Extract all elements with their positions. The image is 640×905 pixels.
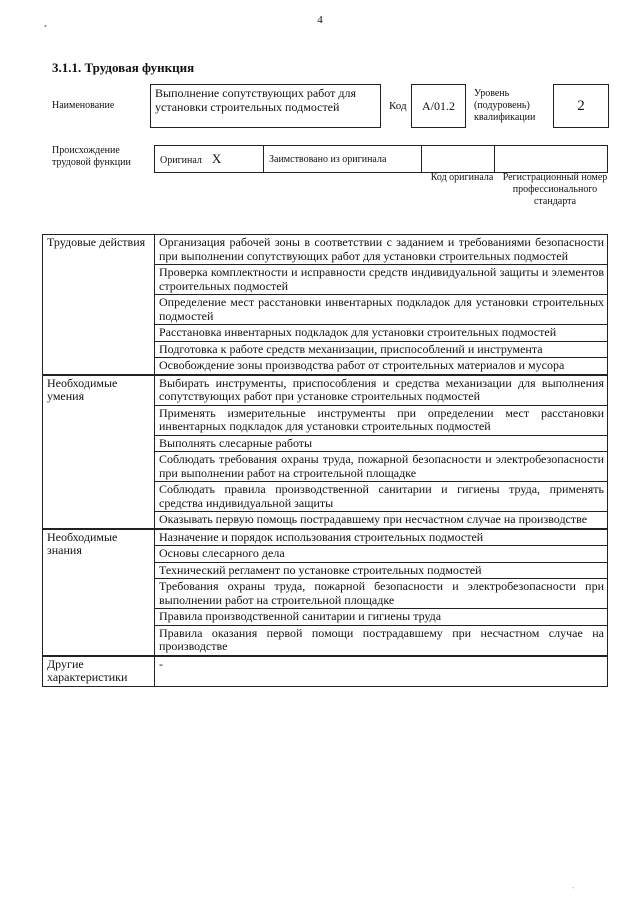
item-cell: Назначение и порядок использования строительных подмостей bbox=[155, 529, 608, 546]
code-box bbox=[411, 84, 466, 128]
origin-table bbox=[154, 145, 608, 173]
margin-mark-bottom: ` bbox=[572, 886, 575, 895]
item-cell: Правила оказания первой помощи пострадавшему при несчастном случае на производстве bbox=[155, 625, 608, 656]
origin-mark: X bbox=[211, 151, 222, 166]
name-label: Наименование bbox=[52, 100, 115, 111]
item-cell: Выбирать инструменты, приспособления и средства механизации для выполнения сопутствующих работ при установке строительных подмостей bbox=[155, 375, 608, 406]
item-cell: Требования охраны труда, пожарной безопасности и электробезопасности при выполнении работ на строительной площадке bbox=[155, 579, 608, 609]
code-original-caption: Код оригинала bbox=[430, 172, 494, 183]
section-heading: 3.1.1. Трудовая функция bbox=[52, 60, 195, 75]
item-cell: Расстановка инвентарных подкладок для установки строительных подмостей bbox=[155, 325, 608, 342]
level-box bbox=[553, 84, 609, 128]
item-cell: Организация рабочей зоны в соответствии с заданием и требованиями безопасности при выполнении сопутствующих работ для установки строительных подмостей bbox=[155, 235, 608, 265]
page-number: 4 bbox=[317, 14, 323, 26]
table-row bbox=[43, 529, 608, 546]
origin-label: Происхождение трудовой функции bbox=[52, 145, 131, 168]
function-table bbox=[42, 234, 608, 687]
code-value: А/01.2 bbox=[422, 98, 455, 113]
category-cell: Необходимые умения bbox=[43, 375, 155, 529]
level-label: Уровень (подуровень) квалификации bbox=[474, 88, 536, 123]
item-cell: Применять измерительные инструменты при определении мест расстановки инвентарных подкладок для установки строительных подмостей bbox=[155, 405, 608, 435]
code-label: Код bbox=[389, 100, 407, 112]
level-value: 2 bbox=[577, 97, 585, 114]
margin-mark-top: • bbox=[44, 22, 47, 31]
category-cell: Другие характеристики bbox=[43, 656, 155, 687]
item-cell: Технический регламент по установке строительных подмостей bbox=[155, 562, 608, 579]
item-cell: Оказывать первую помощь пострадавшему при несчастном случае на производстве bbox=[155, 512, 608, 529]
item-cell: Основы слесарного дела bbox=[155, 546, 608, 563]
table-row bbox=[43, 235, 608, 265]
origin-reg-cell bbox=[495, 146, 608, 173]
item-cell: Освобождение зоны производства работ от строительных материалов и мусора bbox=[155, 358, 608, 375]
item-cell: Проверка комплектности и исправности средств индивидуальной защиты и элементов строительных подмостей bbox=[155, 265, 608, 295]
item-cell: Соблюдать правила производственной санитарии и гигиены труда, применять средства индивидуальной защиты bbox=[155, 482, 608, 512]
item-cell: Подготовка к работе средств механизации, приспособлений и инструмента bbox=[155, 341, 608, 358]
origin-original-label: Оригинал bbox=[160, 155, 202, 166]
item-cell: - bbox=[155, 656, 608, 687]
origin-borrowed-cell: Заимствовано из оригинала bbox=[264, 146, 422, 173]
item-cell: Правила производственной санитарии и гигиены труда bbox=[155, 609, 608, 626]
table-row bbox=[43, 656, 608, 687]
item-cell: Соблюдать требования охраны труда, пожарной безопасности и электробезопасности при выполнении работ на строительной площадке bbox=[155, 452, 608, 482]
item-cell: Выполнять слесарные работы bbox=[155, 435, 608, 452]
origin-code-cell bbox=[422, 146, 495, 173]
category-cell: Необходимые знания bbox=[43, 529, 155, 656]
origin-original-cell bbox=[155, 146, 264, 173]
category-cell: Трудовые действия bbox=[43, 235, 155, 375]
reg-number-caption: Регистрационный номер профессионального стандарта bbox=[502, 172, 608, 207]
function-name-box: Выполнение сопутствующих работ для установки строительных подмостей bbox=[150, 84, 381, 128]
table-row bbox=[43, 375, 608, 406]
item-cell: Определение мест расстановки инвентарных подкладок для установки строительных подмостей bbox=[155, 295, 608, 325]
